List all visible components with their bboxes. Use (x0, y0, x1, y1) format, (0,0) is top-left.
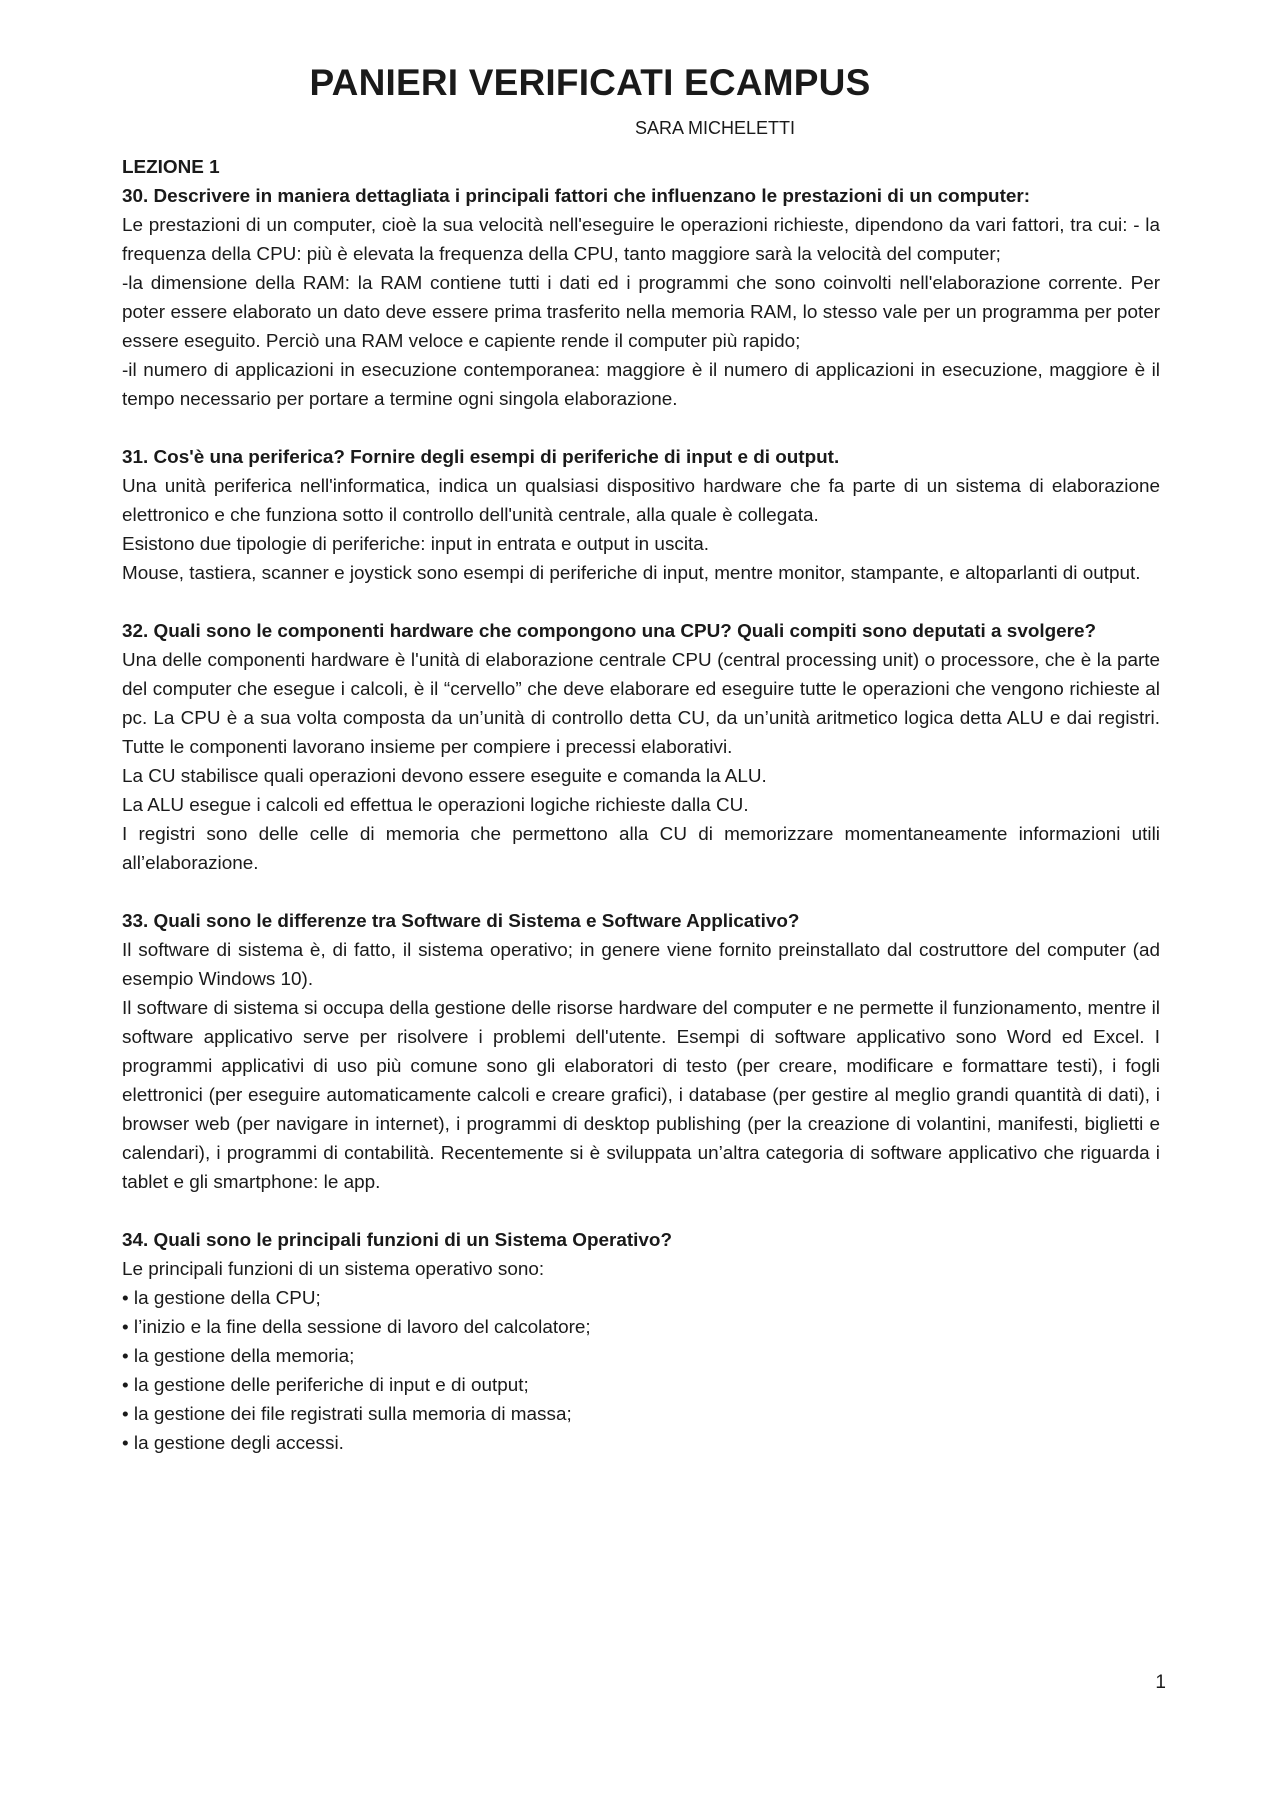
list-item: • la gestione dei file registrati sulla memoria di massa; (122, 1400, 1160, 1429)
question-heading: 31. Cos'è una periferica? Fornire degli esempi di periferiche di input e di output. (122, 447, 840, 468)
question-section-33 (122, 907, 1160, 1197)
question-section-32 (122, 617, 1160, 878)
question-heading: 30. Descrivere in maniera dettagliata i principali fattori che influenzano le prestazioni di un computer: (122, 186, 1031, 207)
list-item: • la gestione della CPU; (122, 1284, 1160, 1313)
question-section-34 (122, 1226, 1160, 1458)
answer-text: Una delle componenti hardware è l'unità di elaborazione centrale CPU (central processing unit) o processore, che è la parte del computer che esegue i calcoli, è il “cervello” che deve elaborare ed eseguire tutte le operazioni che vengono richieste al pc. La CPU è a sua volta composta da un’unità di controllo detta CU, da un’unità aritmetico logica detta ALU e dai registri. Tutte le componenti lavorano insieme per compiere i precessi elaborativi. La CU stabilisce quali operazioni devono essere eseguite e comanda la ALU. La ALU esegue i calcoli ed effettua le operazioni logiche richieste dalla CU. I registri sono delle celle di memoria che permettono alla CU di memorizzare momentaneamente informazioni utili all’elaborazione. (122, 650, 1160, 874)
question-heading: 34. Quali sono le principali funzioni di un Sistema Operativo? (122, 1230, 673, 1251)
os-functions-list (122, 1284, 1160, 1458)
document-body (122, 153, 1160, 1487)
answer-text: Il software di sistema è, di fatto, il sistema operativo; in genere viene fornito preinstallato dal costruttore del computer (ad esempio Windows 10). Il software di sistema si occupa della gestione delle risorse hardware del computer e ne permette il funzionamento, mentre il software applicativo serve per risolvere i problemi dell'utente. Esempi di software applicativo sono Word ed Excel. I programmi applicativi di uso più comune sono gli elaboratori di testo (per creare, modificare e formattare testi), i fogli elettronici (per eseguire automaticamente calcoli e creare grafici), i database (per gestire al meglio grandi quantità di dati), i browser web (per navigare in internet), i programmi di desktop publishing (per la creazione di volantini, manifesti, biglietti e calendari), i programmi di contabilità. Recentemente si è sviluppata un’altra categoria di software applicativo che riguarda i tablet e gli smartphone: le app. (122, 940, 1160, 1193)
answer-text: Le prestazioni di un computer, cioè la sua velocità nell'eseguire le operazioni richieste, dipendono da vari fattori, tra cui: - la frequenza della CPU: più è elevata la frequenza della CPU, tanto maggiore sarà la velocità del computer; -la dimensione della RAM: la RAM contiene tutti i dati ed i programmi che sono coinvolti nell'elaborazione corrente. Per poter essere elaborato un dato deve essere prima trasferito nella memoria RAM, lo stesso vale per un programma per poter essere eseguito. Perciò una RAM veloce e capiente rende il computer più rapido; -il numero di applicazioni in esecuzione contemporanea: maggiore è il numero di applicazioni in esecuzione, maggiore è il tempo necessario per portare a termine ogni singola elaborazione. (122, 215, 1160, 410)
list-item: • la gestione delle periferiche di input e di output; (122, 1371, 1160, 1400)
page-number: 1 (1155, 1672, 1166, 1693)
list-item: • la gestione della memoria; (122, 1342, 1160, 1371)
answer-text: Le principali funzioni di un sistema operativo sono: (122, 1259, 545, 1280)
question-section-30 (122, 182, 1160, 414)
question-heading: 32. Quali sono le componenti hardware che compongono una CPU? Quali compiti sono deputati a svolgere? (122, 621, 1097, 642)
question-section-31 (122, 443, 1160, 588)
lesson-heading: LEZIONE 1 (122, 157, 220, 178)
answer-text: Una unità periferica nell'informatica, indica un qualsiasi dispositivo hardware che fa parte di un sistema di elaborazione elettronico e che funziona sotto il controllo dell'unità centrale, alla quale è collegata. Esistono due tipologie di periferiche: input in entrata e output in uscita. Mouse, tastiera, scanner e joystick sono esempi di periferiche di input, mentre monitor, stampante, e altoparlanti di output. (122, 476, 1160, 584)
list-item: • la gestione degli accessi. (122, 1429, 1160, 1458)
document-author: SARA MICHELETTI (634, 118, 796, 138)
list-item: • l’inizio e la fine della sessione di lavoro del calcolatore; (122, 1313, 1160, 1342)
question-heading: 33. Quali sono le differenze tra Software di Sistema e Software Applicativo? (122, 911, 800, 932)
document-title: PANIERI VERIFICATI ECAMPUS (309, 62, 871, 103)
